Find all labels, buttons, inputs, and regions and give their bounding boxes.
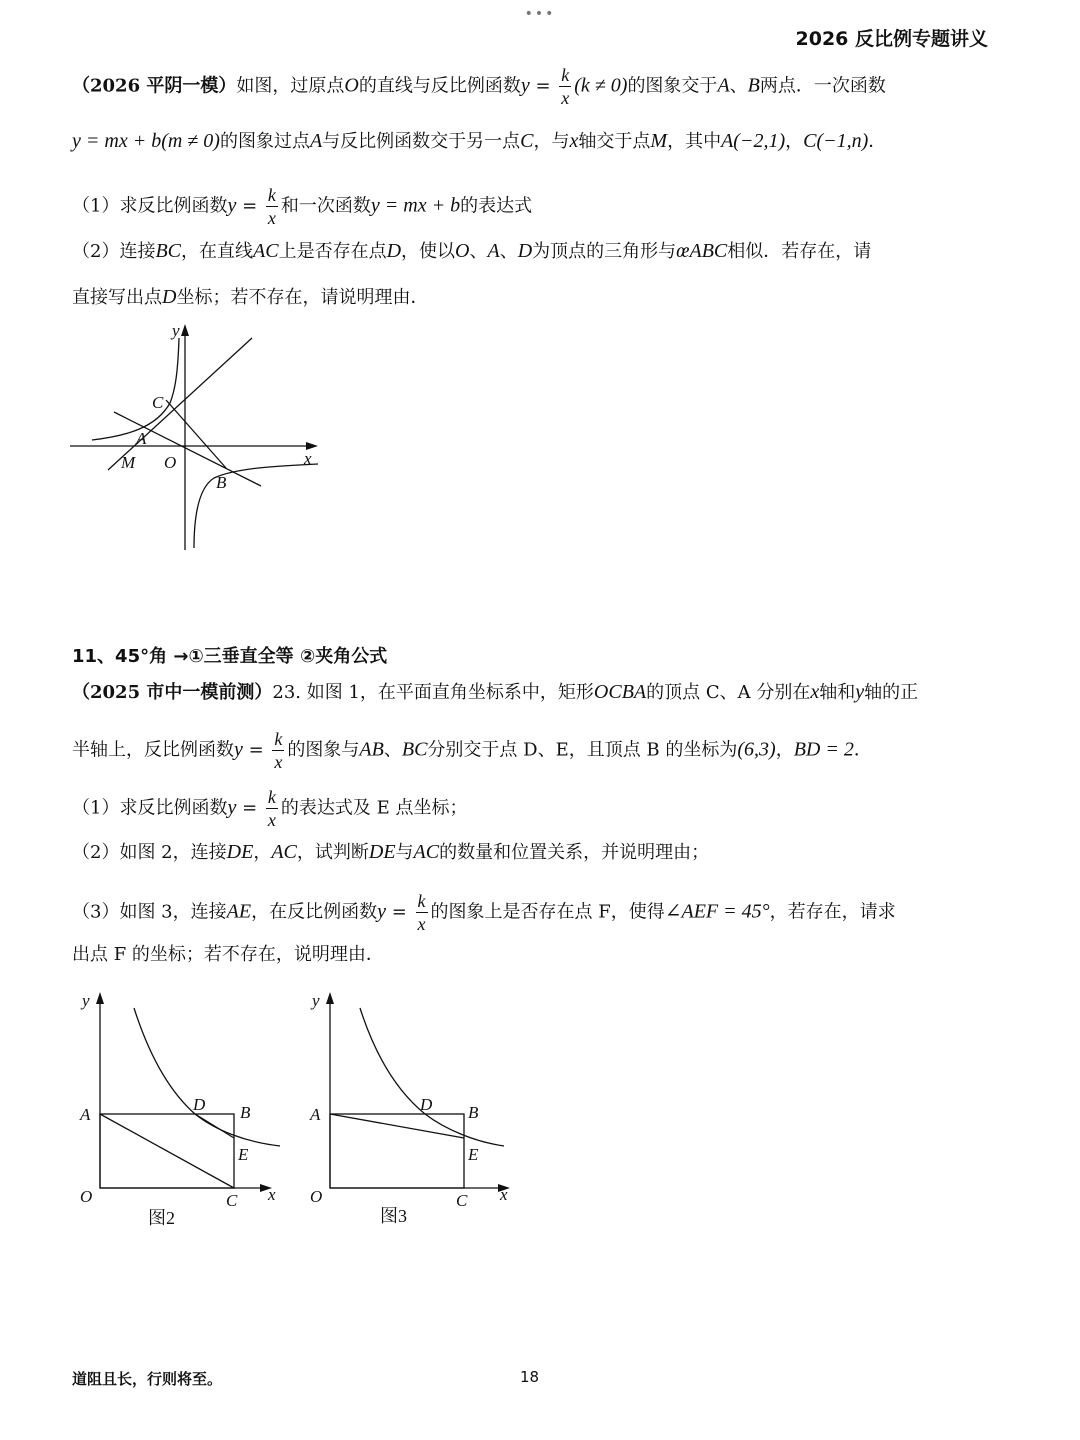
hyperbola-branch-left (92, 338, 179, 440)
text: 、 (499, 241, 518, 262)
math: y (520, 74, 530, 97)
math: O (344, 74, 359, 97)
math: y (855, 681, 865, 703)
label-o: O (310, 1187, 323, 1206)
text: 如图，过原点 (236, 75, 345, 97)
text: 半轴上，反比例函数 (72, 739, 234, 761)
text: （3）如图 3，连接 (72, 901, 227, 923)
y-axis-arrow (96, 992, 104, 1004)
text: 轴的正 (864, 682, 919, 703)
problem2-line1 (72, 679, 918, 706)
problem2-question3-line2 (72, 942, 384, 968)
label-o: O (80, 1187, 93, 1206)
label-e: E (238, 1145, 249, 1164)
math: A (717, 74, 730, 97)
math: D (386, 240, 402, 262)
math: C(−1,n) (803, 130, 869, 152)
text: ，在直线 (181, 241, 254, 262)
math: = (236, 195, 263, 217)
fraction-denominator: x (267, 208, 276, 228)
label-b: B (240, 1103, 251, 1122)
math: DE (226, 841, 254, 863)
label-b: B (216, 473, 227, 492)
math: = (242, 739, 270, 761)
math: BD = 2 (793, 738, 854, 761)
text: 直接写出点 (72, 287, 162, 308)
text: 的图象交于 (627, 75, 718, 97)
y-axis-arrow (326, 992, 334, 1004)
text: （2）如图 2，连接 (72, 842, 227, 863)
text: 、 (469, 241, 488, 262)
text: 为顶点的三角形与 (532, 241, 677, 262)
math: y = mx + b (72, 130, 162, 152)
text: 分别交于点 D、E，且顶点 B 的坐标为 (427, 739, 738, 761)
label-x: x (500, 1185, 508, 1204)
math: = (385, 901, 413, 923)
math: y (234, 738, 243, 761)
figure-3-caption: 图3 (380, 1206, 407, 1226)
text: 、 (383, 739, 402, 761)
text: （2）连接 (72, 241, 156, 262)
text: 和一次函数 (280, 195, 371, 217)
problem1-line2 (72, 128, 886, 155)
text: ， (253, 842, 272, 863)
text: （1）求反比例函数 (72, 195, 228, 217)
label-m: M (121, 453, 136, 472)
text: ，试判断 (296, 842, 369, 863)
hyperbola-branch-right (194, 464, 318, 548)
fraction-denominator: x (561, 88, 570, 108)
text: ， (775, 739, 794, 761)
text: ， (785, 131, 804, 152)
label-c: C (152, 393, 164, 412)
math: C (520, 130, 534, 152)
text: 的表达式 (460, 195, 533, 217)
label-c: C (456, 1191, 468, 1210)
text: 的直线与反比例函数 (358, 75, 521, 97)
footer-motto: 道阻且长，行则将至。 (72, 1370, 223, 1388)
label-a: A (136, 429, 147, 448)
math: (m ≠ 0) (161, 130, 220, 152)
fraction-numerator: k (417, 891, 426, 911)
text: ，其中 (667, 131, 722, 152)
math: = (236, 797, 263, 819)
label-d: D (193, 1095, 206, 1114)
text: 上是否存在点 (278, 241, 387, 262)
math: A (309, 130, 323, 152)
fraction-denominator: x (267, 810, 276, 830)
math: OCBA (593, 681, 647, 703)
segment-de (195, 1114, 234, 1138)
fraction (266, 186, 278, 227)
math: D (517, 240, 533, 262)
math: BC (401, 738, 428, 761)
text: 坐标；若不存在，请说明理由． (176, 287, 429, 308)
fraction-numerator: k (267, 185, 276, 205)
problem2-source: （2025 市中一模前测） (72, 682, 273, 703)
math: AE (226, 900, 252, 923)
problem1-question1 (72, 186, 532, 227)
problem1-figure (66, 318, 336, 558)
math: AC (413, 841, 440, 863)
text: 出点 F 的坐标；若不存在，说明理由． (72, 944, 384, 965)
line-ab (108, 338, 252, 470)
label-y: y (172, 321, 180, 340)
problem1-question2-line2 (72, 284, 428, 311)
text: 的顶点 C、A 分别在 (646, 682, 811, 703)
math: A (487, 240, 500, 262)
page-number: 18 (520, 1368, 540, 1386)
math: y (377, 900, 386, 923)
figure-2-caption: 图2 (148, 1208, 175, 1228)
label-b: B (468, 1103, 479, 1122)
label-c: C (226, 1191, 238, 1210)
problem1-source: （2026 平阴一模） (72, 75, 237, 97)
text: ，在反比例函数 (251, 901, 378, 923)
text: ，若存在，请求 (769, 901, 896, 923)
fraction (266, 788, 278, 829)
line-ac (114, 412, 261, 486)
label-x: x (268, 1185, 276, 1204)
label-e: E (468, 1145, 479, 1164)
math: y = mx + b (370, 194, 461, 217)
math: B (747, 74, 760, 97)
text: ． (868, 131, 887, 152)
section-title: 11、45°角 →①三垂直全等 ②夹角公式 (72, 646, 388, 667)
text: 轴和 (819, 682, 856, 703)
label-y: y (82, 991, 90, 1010)
math: (6,3) (737, 738, 776, 761)
problem2-question1 (72, 788, 467, 829)
fraction-denominator: x (274, 752, 283, 772)
fraction (559, 66, 571, 107)
math: = (529, 75, 557, 97)
math: D (162, 286, 177, 308)
text: 的图象上是否存在点 F，使得 (430, 901, 665, 923)
math: x (810, 681, 820, 703)
label-a: A (80, 1105, 91, 1124)
text: 的数量和位置关系，并说明理由； (439, 842, 710, 863)
fraction (272, 730, 284, 771)
fraction-denominator: x (417, 914, 426, 934)
figure-2 (70, 988, 290, 1238)
text: 、 (729, 75, 748, 97)
math: BC (155, 240, 182, 262)
math: y (227, 796, 237, 819)
math: ∠AEF = 45° (664, 900, 770, 923)
fraction-numerator: k (561, 65, 570, 85)
fraction-numerator: k (267, 787, 276, 807)
text: 轴交于点 (578, 131, 651, 152)
text: ，使以 (401, 241, 456, 262)
page-header-title: 2026 反比例专题讲义 (795, 28, 988, 50)
label-y: y (312, 991, 320, 1010)
y-axis-arrow (181, 324, 189, 336)
label-a: A (310, 1105, 321, 1124)
text: 与反比例函数交于另一点 (322, 131, 521, 152)
math: DE (368, 841, 396, 863)
rectangle-ocba (330, 1114, 464, 1188)
problem1-line1 (72, 66, 886, 107)
math: x (569, 130, 579, 152)
drag-handle[interactable]: ••• (524, 6, 556, 22)
fraction (416, 892, 428, 933)
problem2-question3-line1 (72, 892, 896, 933)
text: 相似．若存在，请 (727, 241, 872, 262)
text: （1）求反比例函数 (72, 797, 228, 819)
text: 的图象与 (287, 739, 360, 761)
problem2-line2 (72, 730, 872, 771)
text: 两点．一次函数 (759, 75, 886, 97)
math: y (227, 194, 237, 217)
math: AC (253, 240, 279, 262)
hyperbola (134, 1008, 280, 1146)
fraction-numerator: k (274, 729, 283, 749)
label-x: x (304, 449, 312, 468)
math: AB (359, 738, 384, 761)
math: AC (271, 841, 297, 863)
math: œABC (676, 240, 728, 262)
text: 的表达式及 E 点坐标； (280, 797, 468, 819)
text: 与 (395, 842, 414, 863)
math: A(−2,1) (721, 130, 786, 152)
text: 的图象过点 (219, 131, 310, 152)
math: (k ≠ 0) (574, 74, 628, 97)
text: 23. 如图 1，在平面直角坐标系中，矩形 (272, 682, 594, 703)
label-d: D (420, 1095, 433, 1114)
math: M (650, 130, 668, 152)
problem2-question2 (72, 839, 709, 866)
text: ，与 (533, 131, 570, 152)
label-o: O (164, 453, 177, 472)
math: O (455, 240, 470, 262)
hyperbola (360, 1008, 504, 1146)
text: ． (853, 739, 872, 761)
figure-3 (300, 988, 530, 1238)
problem1-question2-line1 (72, 238, 871, 265)
